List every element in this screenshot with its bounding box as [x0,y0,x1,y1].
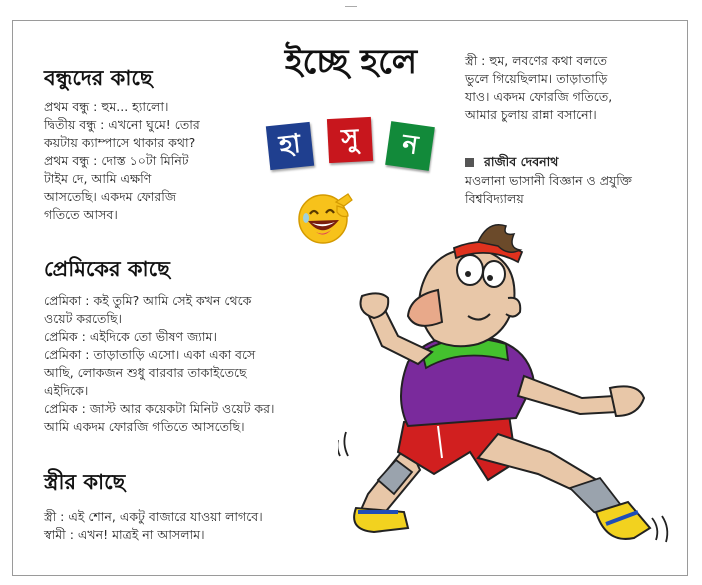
text-line: স্ত্রী : এই শোন, একটু বাজারে যাওয়া লাগবে। [44,509,263,524]
text-line: বিশ্ববিদ্যালয় [465,191,524,206]
text-line: মওলানা ভাসানী বিজ্ঞান ও প্রযুক্তি [465,173,632,188]
text-line: আমার চুলায় রান্না বসানো। [465,107,597,122]
square-bullet-icon [465,158,474,167]
text-line: প্রথম বন্ধু : দোস্ত ১০টা মিনিট [44,153,189,168]
section-heading-wife: স্ত্রীর কাছে [44,470,126,494]
title-tile-blue: হা [266,122,314,170]
text-line: ভুলে গিয়েছিলাম। তাড়াতাড়ি [465,71,608,86]
text-line: গতিতে আসব। [44,207,118,222]
section-body-lover [44,292,274,436]
text-line: আমি একদম ফোরজি গতিতে আসতেছি। [44,419,245,434]
title-tile-green: ন [385,121,435,171]
text-line: স্বামী : এখন! মাত্রই না আসলাম। [44,527,205,542]
text-line: ওয়েট করতেছি। [44,311,123,326]
text-line: প্রেমিকা : কই তুমি? আমি সেই কখন থেকে [44,293,252,308]
author-byline [465,154,558,174]
page-mark [345,0,357,7]
author-affiliation [465,172,632,208]
title-tile-red: সু [327,117,373,163]
section-body-wife [44,508,263,544]
author-name: রাজীব দেবনাথ [484,154,559,169]
right-column-text [465,52,612,124]
text-line: স্ত্রী : হুম, লবণের কথা বলতে [465,53,608,68]
text-line: প্রেমিক : জাস্ট আর কয়েকটা মিনিট ওয়েট কর। [44,401,275,416]
text-line: টাইম দে, আমি এক্ষণি [44,171,152,186]
text-line: দ্বিতীয় বন্ধু : এখনো ঘুমে! তোর [44,117,200,132]
text-line: আছি, লোকজন শুধু বারবার তাকাইতেছে [44,365,247,380]
section-heading-friends: বন্ধুদের কাছে [44,66,153,90]
text-line: কয়টায় ক্যাম্পাসে থাকার কথা? [44,135,196,150]
running-man-illustration [338,212,674,552]
section-body-friends [44,98,200,224]
text-line: প্রথম বন্ধু : হুম... হ্যালো। [44,99,169,114]
section-heading-lover: প্রেমিকের কাছে [44,257,170,281]
text-line: প্রেমিক : এইদিকে তো ভীষণ জ্যাম। [44,329,217,344]
page-title: ইচ্ছে হলে [284,42,418,82]
text-line: প্রেমিকা : তাড়াতাড়ি এসো। একা একা বসে [44,347,256,362]
text-line: যাও। একদম ফোরজি গতিতে, [465,89,613,104]
text-line: আসতেছি। একদম ফোরজি [44,189,177,204]
text-line: এইদিকে। [44,383,89,398]
